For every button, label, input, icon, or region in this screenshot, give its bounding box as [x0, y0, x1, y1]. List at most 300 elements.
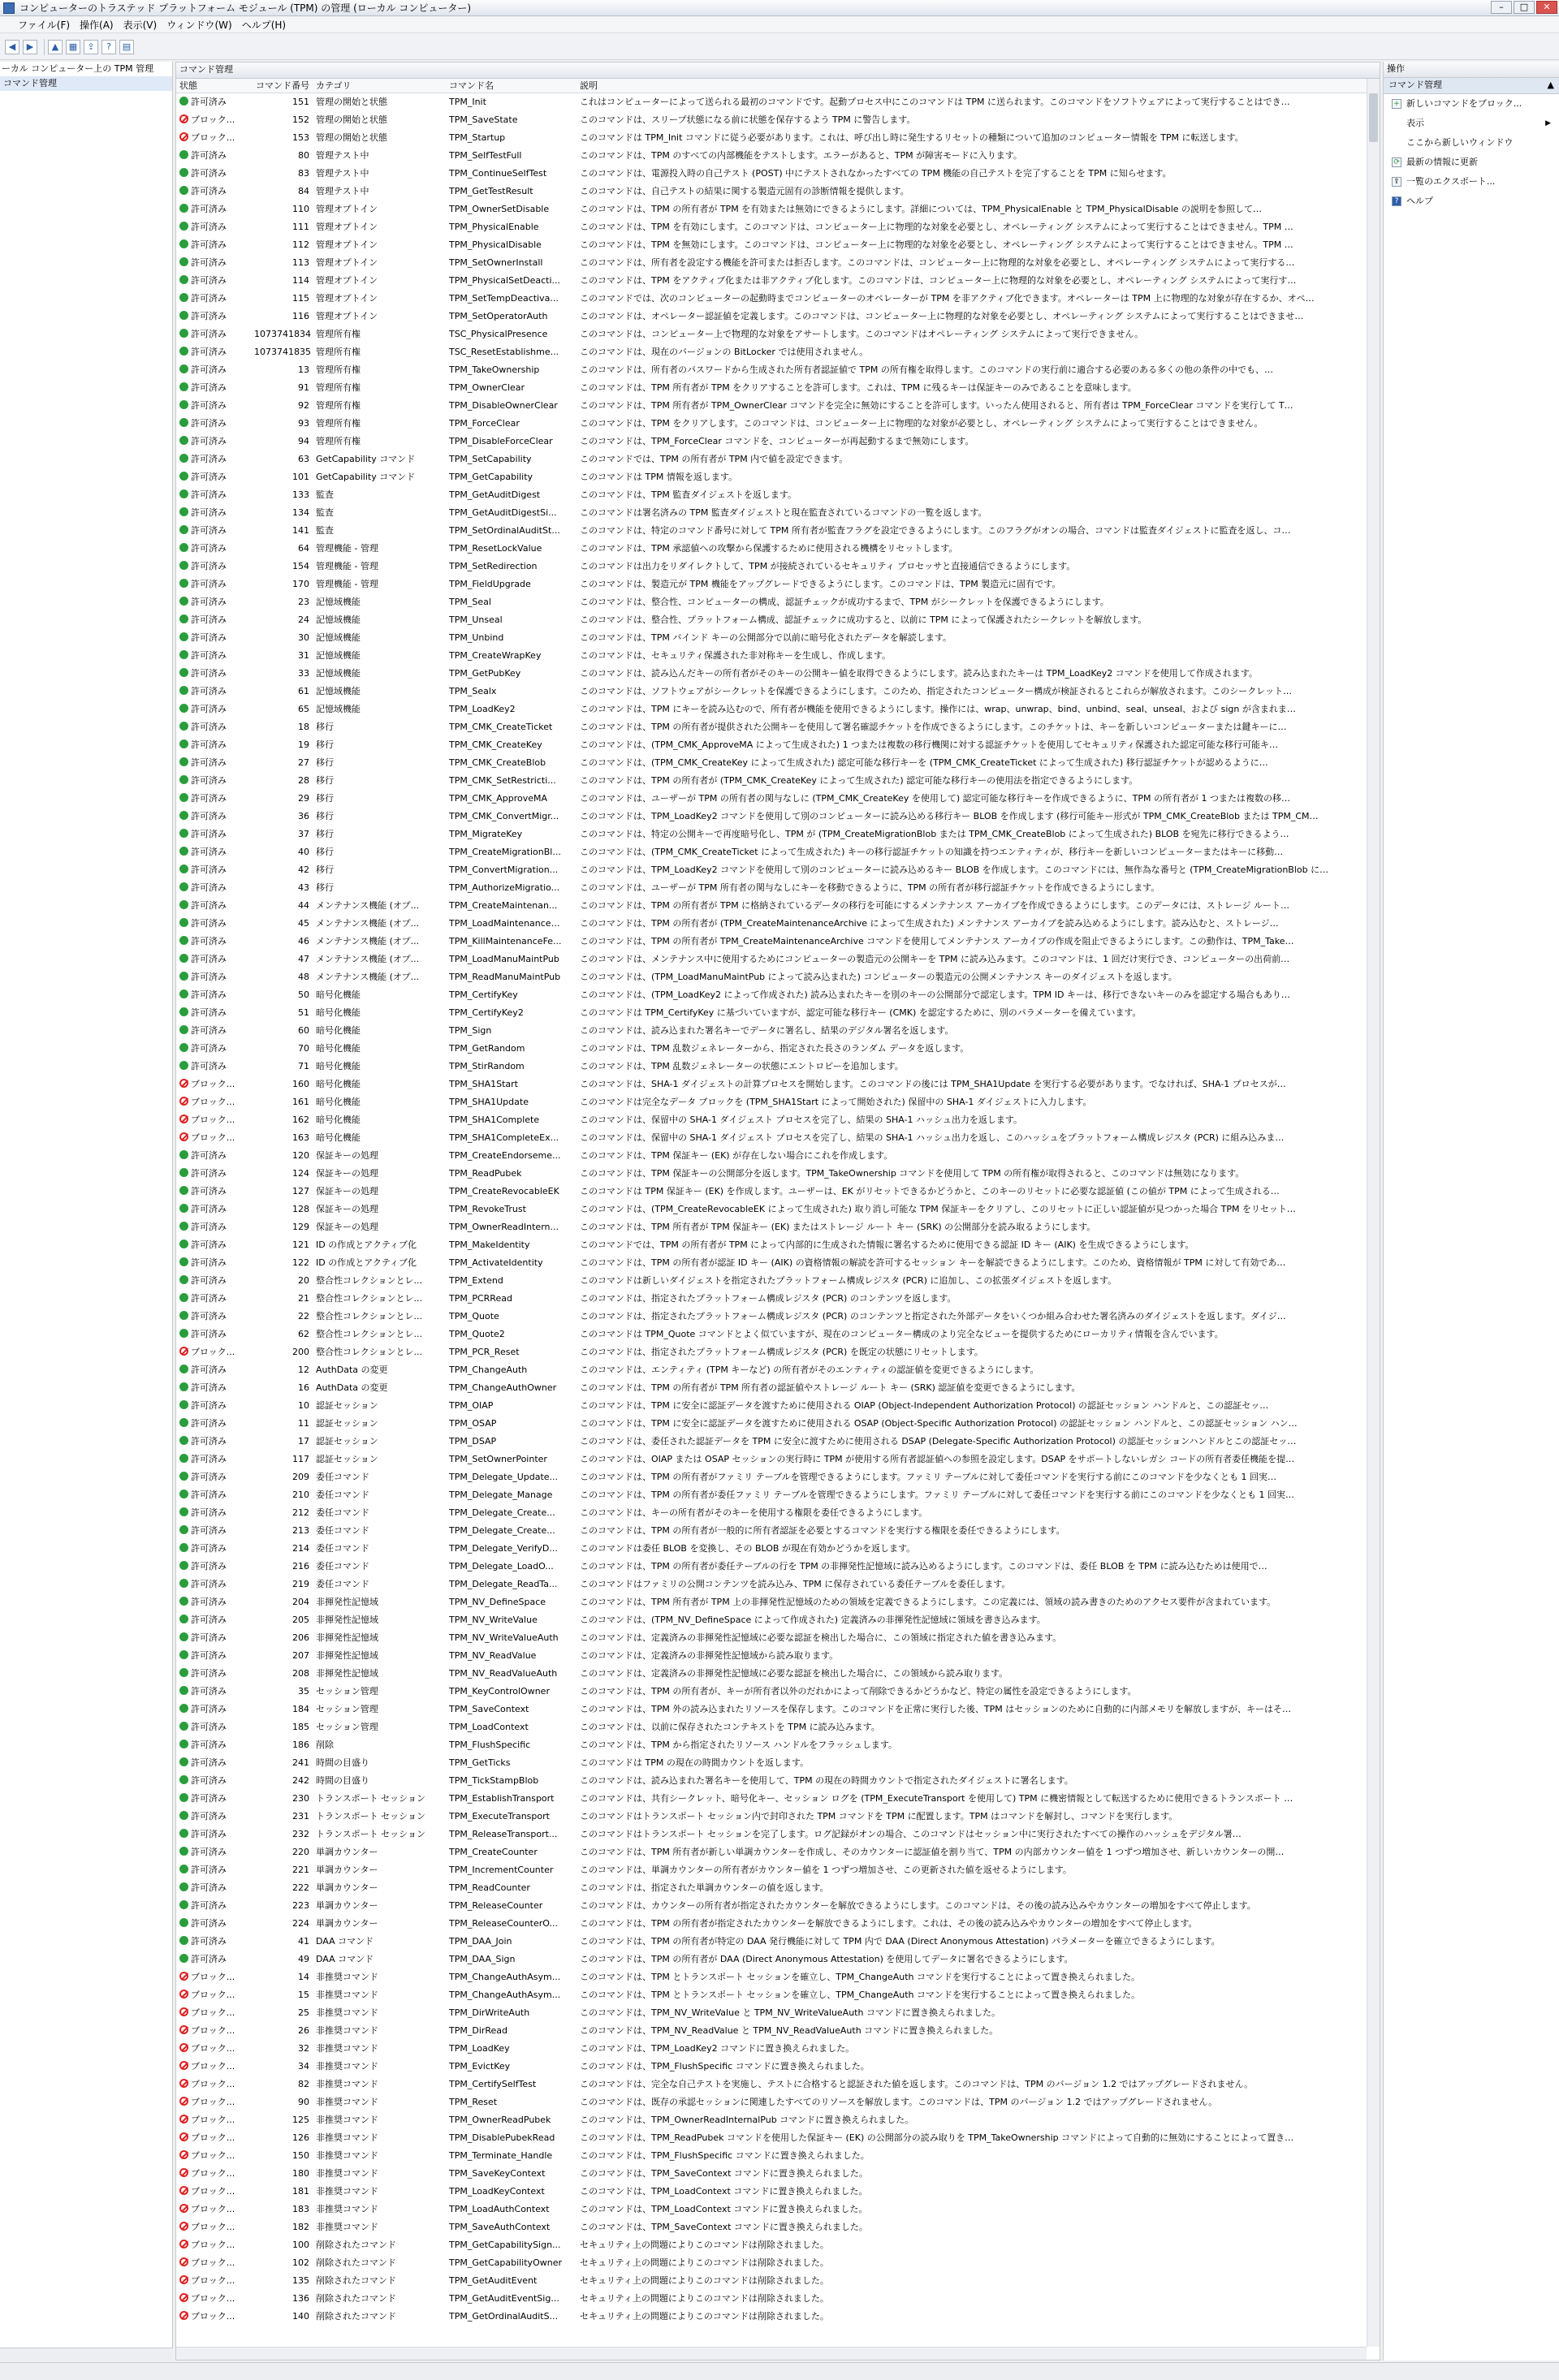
- table-row[interactable]: [176, 1183, 1380, 1201]
- blocked-icon: [179, 132, 188, 141]
- cell-ordinal: 128: [292, 1204, 309, 1214]
- cell-status: [176, 826, 254, 843]
- table-row[interactable]: [176, 933, 1380, 951]
- cell-status: [176, 2147, 254, 2165]
- table-row[interactable]: [176, 1629, 1380, 1647]
- table-row[interactable]: [176, 1022, 1380, 1040]
- status-text: 許可済み: [191, 1329, 227, 1339]
- allowed-check-icon: [179, 793, 188, 802]
- table-row[interactable]: [176, 2290, 1380, 2308]
- cell-ordinal: 64: [298, 543, 309, 554]
- cell-command-name: TPM_CMK_CreateTicket: [449, 722, 553, 732]
- status-text: ブロック...: [191, 2007, 235, 2018]
- table-row[interactable]: [176, 1129, 1380, 1147]
- table-row[interactable]: [176, 2254, 1380, 2272]
- cell-command-name: TPM_DAA_Join: [449, 1936, 512, 1947]
- status-text: 許可済み: [191, 1686, 227, 1697]
- cell-command-name: TPM_Delegate_Update...: [449, 1472, 559, 1482]
- cell-command-name: TPM_SHA1Complete: [449, 1115, 540, 1125]
- table-row[interactable]: [176, 790, 1380, 808]
- status-text: 許可済み: [191, 168, 227, 179]
- table-row[interactable]: [176, 1558, 1380, 1576]
- cell-status: [176, 736, 254, 754]
- table-row[interactable]: [176, 826, 1380, 843]
- table-row[interactable]: [176, 968, 1380, 986]
- table-row[interactable]: [176, 2183, 1380, 2201]
- cell-ordinal: 184: [292, 1704, 309, 1714]
- table-row[interactable]: [176, 290, 1380, 308]
- menu-help[interactable]: ヘルプ(H): [241, 19, 287, 31]
- table-row[interactable]: [176, 326, 1380, 343]
- table-row[interactable]: [176, 1933, 1380, 1951]
- cell-ordinal: 91: [298, 382, 309, 393]
- table-row[interactable]: [176, 1218, 1380, 1236]
- table-row[interactable]: [176, 2076, 1380, 2093]
- scrollbar-thumb[interactable]: [1369, 93, 1378, 142]
- export-list-icon[interactable]: ⇪: [84, 40, 98, 54]
- cell-description: このコマンドは TPM_CertifyKey に基づいていますが、認定可能な移行キー (CMK) を認定するために、別のパラメーターを備えています。: [580, 1007, 1142, 1018]
- allowed-check-icon: [179, 1329, 188, 1338]
- allowed-check-icon: [179, 1543, 188, 1552]
- table-row[interactable]: [176, 558, 1380, 576]
- table-row[interactable]: [176, 593, 1380, 611]
- allowed-check-icon: [179, 1597, 188, 1606]
- status-text: 許可済み: [191, 954, 227, 964]
- cell-category: 記憶域機能: [316, 632, 361, 643]
- cell-description: セキュリティ上の問題によりこのコマンドは削除されました。: [580, 2311, 829, 2322]
- column-category[interactable]: カテゴリ: [316, 80, 352, 91]
- cell-category: 整合性コレクションとレ...: [316, 1293, 423, 1304]
- maximize-button[interactable]: □: [1514, 1, 1535, 14]
- cell-ordinal: 220: [292, 1847, 309, 1857]
- cell-ordinal: 40: [298, 847, 309, 857]
- table-row[interactable]: [176, 1861, 1380, 1879]
- table-row[interactable]: [176, 1397, 1380, 1415]
- table-row[interactable]: [176, 1451, 1380, 1468]
- table-row[interactable]: [176, 540, 1380, 558]
- table-row[interactable]: [176, 2201, 1380, 2218]
- table-row[interactable]: [176, 1236, 1380, 1254]
- table-row[interactable]: [176, 915, 1380, 933]
- table-row[interactable]: [176, 254, 1380, 272]
- cell-category: 削除されたコマンド: [316, 2240, 396, 2250]
- help-icon: ?: [1392, 196, 1401, 206]
- table-row[interactable]: [176, 2111, 1380, 2129]
- cell-category: 非推奨コマンド: [316, 2007, 378, 2018]
- table-row[interactable]: [176, 1343, 1380, 1361]
- status-text: ブロック...: [191, 1972, 235, 1982]
- table-row[interactable]: [176, 1736, 1380, 1754]
- status-text: 許可済み: [191, 1293, 227, 1304]
- cell-ordinal: 12: [298, 1365, 309, 1375]
- status-bar: [0, 2362, 1559, 2380]
- action-new-window[interactable]: [1384, 133, 1559, 153]
- table-row[interactable]: [176, 2236, 1380, 2254]
- status-text: 許可済み: [191, 1847, 227, 1857]
- cell-description: このコマンドは TPM_Init コマンドに従う必要があります。これは、呼び出し時に発生するリセットの種類について追加のコンピューター情報を TPM に転送します。: [580, 132, 1244, 143]
- cell-category: 暗号化機能: [316, 1007, 361, 1018]
- table-row[interactable]: [176, 200, 1380, 218]
- table-row[interactable]: [176, 361, 1380, 379]
- back-arrow-icon[interactable]: ◀: [5, 40, 19, 54]
- cell-category: 認証セッション: [316, 1436, 378, 1447]
- cell-status: [176, 1736, 254, 1754]
- table-row[interactable]: [176, 701, 1380, 718]
- cell-ordinal: 82: [298, 2079, 309, 2089]
- table-row[interactable]: [176, 1076, 1380, 1093]
- action-help[interactable]: [1384, 192, 1559, 211]
- table-row[interactable]: [176, 1486, 1380, 1504]
- cell-category: トランスポート セッション: [316, 1829, 425, 1839]
- allowed-check-icon: [179, 900, 188, 909]
- table-row[interactable]: [176, 451, 1380, 468]
- table-row[interactable]: [176, 808, 1380, 826]
- table-row[interactable]: [176, 772, 1380, 790]
- minimize-button[interactable]: –: [1491, 1, 1512, 14]
- table-row[interactable]: [176, 879, 1380, 897]
- table-row[interactable]: [176, 736, 1380, 754]
- table-row[interactable]: [176, 486, 1380, 504]
- cell-command-name: TPM_DisablePubekRead: [449, 2132, 555, 2143]
- cell-ordinal: 200: [292, 1347, 309, 1357]
- cell-description: このコマンドは、(TPM_CMK_CreateKey によって生成された) 認定可能な移行キーを (TPM_CMK_CreateTicket によって生成された) 移行認証チケットが認めるように…: [580, 757, 1268, 768]
- table-row[interactable]: [176, 1361, 1380, 1379]
- table-row[interactable]: [176, 1879, 1380, 1897]
- table-row[interactable]: [176, 2272, 1380, 2290]
- table-row[interactable]: [176, 308, 1380, 326]
- table-row[interactable]: [176, 1272, 1380, 1290]
- table-row[interactable]: [176, 665, 1380, 683]
- help-icon[interactable]: ?: [101, 40, 116, 54]
- show-tree-icon[interactable]: ▦: [66, 40, 80, 54]
- cell-status: [176, 1379, 254, 1397]
- table-row[interactable]: [176, 272, 1380, 290]
- table-row[interactable]: [176, 1843, 1380, 1861]
- close-button[interactable]: ✕: [1536, 1, 1557, 14]
- actions-section-header[interactable]: [1384, 78, 1559, 94]
- status-text: 許可済み: [191, 579, 227, 589]
- table-row[interactable]: [176, 1790, 1380, 1808]
- cell-command-name: TPM_GetAuditEventSig...: [449, 2293, 559, 2304]
- table-row[interactable]: [176, 1701, 1380, 1718]
- table-row[interactable]: [176, 2093, 1380, 2111]
- cell-status: [176, 1790, 254, 1808]
- table-row[interactable]: [176, 576, 1380, 593]
- status-text: 許可済み: [191, 882, 227, 893]
- blocked-icon: [179, 114, 188, 123]
- table-row[interactable]: [176, 1968, 1380, 1986]
- allowed-check-icon: [179, 204, 188, 213]
- cell-command-name: TPM_ActivateIdentity: [449, 1257, 543, 1268]
- cell-status: [176, 2040, 254, 2058]
- status-text: 許可済み: [191, 507, 227, 518]
- cell-category: 暗号化機能: [316, 1132, 361, 1143]
- cell-category: 移行: [316, 757, 334, 768]
- tree-item-command-management[interactable]: コマンド管理: [0, 76, 172, 91]
- cell-status: [176, 593, 254, 611]
- blocked-icon: [179, 2115, 188, 2123]
- cell-ordinal: 61: [298, 686, 309, 696]
- cell-ordinal: 125: [292, 2115, 309, 2125]
- table-row[interactable]: [176, 147, 1380, 165]
- allowed-check-icon: [179, 936, 188, 945]
- cell-description: このコマンドは、TPM の所有者が指定されたカウンターを解放できるようにします。これは、その後の読み込みやカウンターの増加をすべて停止します。: [580, 1918, 1198, 1929]
- menu-window[interactable]: ウィンドウ(W): [166, 19, 232, 31]
- table-row[interactable]: [176, 861, 1380, 879]
- blocked-icon: [179, 2007, 188, 2016]
- collapse-caret-icon[interactable]: ▲: [1547, 80, 1554, 90]
- table-row[interactable]: [176, 1718, 1380, 1736]
- status-text: ブロック...: [191, 2025, 235, 2036]
- cell-ordinal: 14: [298, 1972, 309, 1982]
- table-row[interactable]: [176, 2129, 1380, 2147]
- table-row[interactable]: [176, 1290, 1380, 1308]
- table-row[interactable]: [176, 183, 1380, 200]
- table-row[interactable]: [176, 1593, 1380, 1611]
- properties-icon[interactable]: ▤: [119, 40, 134, 54]
- table-row[interactable]: [176, 2058, 1380, 2076]
- action-refresh[interactable]: [1384, 153, 1559, 172]
- cell-status: [176, 504, 254, 522]
- table-row[interactable]: [176, 1915, 1380, 1933]
- cell-command-name: TPM_NV_ReadValue: [449, 1650, 537, 1661]
- table-row[interactable]: [176, 1683, 1380, 1701]
- table-row[interactable]: [176, 1165, 1380, 1183]
- table-row[interactable]: [176, 111, 1380, 129]
- table-row[interactable]: [176, 1986, 1380, 2004]
- menu-view[interactable]: 表示(V): [123, 19, 158, 31]
- table-row[interactable]: [176, 1522, 1380, 1540]
- cell-ordinal: 45: [298, 918, 309, 929]
- status-text: 許可済み: [191, 1829, 227, 1839]
- table-row[interactable]: [176, 415, 1380, 433]
- table-row[interactable]: [176, 1808, 1380, 1826]
- column-description[interactable]: 説明: [580, 80, 598, 91]
- cell-description: このコマンドは、TPM_LoadContext コマンドに置き換えられました。: [580, 2204, 868, 2214]
- table-row[interactable]: [176, 2165, 1380, 2183]
- cell-command-name: TPM_Delegate_Manage: [449, 1490, 553, 1500]
- table-row[interactable]: [176, 504, 1380, 522]
- table-row[interactable]: [176, 165, 1380, 183]
- menu-action[interactable]: 操作(A): [80, 19, 114, 31]
- status-text: 許可済み: [191, 543, 227, 554]
- table-row[interactable]: [176, 1826, 1380, 1843]
- table-row[interactable]: [176, 1576, 1380, 1593]
- table-row[interactable]: [176, 2308, 1380, 2326]
- cell-status: [176, 326, 254, 343]
- table-row[interactable]: [176, 1111, 1380, 1129]
- table-row[interactable]: [176, 1004, 1380, 1022]
- allowed-check-icon: [179, 1275, 188, 1284]
- status-text: 許可済み: [191, 1275, 227, 1286]
- table-row[interactable]: [176, 1093, 1380, 1111]
- cell-command-name: TPM_IncrementCounter: [449, 1865, 554, 1875]
- tree-horizontal-scrollbar[interactable]: [0, 2348, 173, 2361]
- cell-command-name: TPM_EstablishTransport: [449, 1793, 555, 1804]
- table-row[interactable]: [176, 379, 1380, 397]
- cell-ordinal: 212: [292, 1507, 309, 1518]
- cell-status: [176, 522, 254, 540]
- cell-description: このコマンドは、TPM_FlushSpecific コマンドに置き換えられました。: [580, 2150, 870, 2161]
- cell-category: 保証キーの処理: [316, 1150, 378, 1161]
- table-row[interactable]: [176, 754, 1380, 772]
- cell-ordinal: 160: [292, 1079, 309, 1089]
- cell-category: 管理機能 - 管理: [316, 579, 378, 589]
- column-command-name[interactable]: コマンド名: [449, 80, 494, 91]
- cell-command-name: TPM_LoadMaintenance…: [449, 918, 560, 929]
- allowed-check-icon: [179, 757, 188, 766]
- cell-category: ID の作成とアクティブ化: [316, 1240, 417, 1250]
- cell-status: [176, 1951, 254, 1968]
- status-text: 許可済み: [191, 257, 227, 268]
- action-block-new-command[interactable]: [1384, 94, 1559, 114]
- pane-header: コマンド管理: [176, 63, 1380, 79]
- table-row[interactable]: [176, 1647, 1380, 1665]
- cell-command-name: TPM_CreateMigrationBl...: [449, 847, 561, 857]
- cell-ordinal: 17: [298, 1436, 309, 1447]
- cell-ordinal: 42: [298, 864, 309, 875]
- allowed-check-icon: [179, 739, 188, 748]
- table-row[interactable]: [176, 1951, 1380, 1968]
- table-row[interactable]: [176, 397, 1380, 415]
- cell-description: このコマンドは、製造元が TPM 機能をアップグレードできるようにします。このコマンドは、TPM 製造元に固有です。: [580, 579, 1061, 589]
- table-row[interactable]: [176, 2147, 1380, 2165]
- table-row[interactable]: [176, 2022, 1380, 2040]
- allowed-check-icon: [179, 1240, 188, 1248]
- status-text: 許可済み: [191, 329, 227, 339]
- cell-description: このコマンドは、所有者のパスワードから生成された所有者認証値で TPM の所有権を取得します。このコマンドの実行前に適合する必要のある多くの他の条件の中でも、…: [580, 364, 1273, 375]
- cell-category: 暗号化機能: [316, 1043, 361, 1054]
- allowed-check-icon: [179, 543, 188, 552]
- cell-category: 管理所有権: [316, 364, 361, 375]
- table-row[interactable]: [176, 647, 1380, 665]
- up-folder-icon[interactable]: ▲: [48, 40, 63, 54]
- cell-status: [176, 218, 254, 236]
- cell-category: 移行: [316, 775, 334, 786]
- allowed-check-icon: [179, 1168, 188, 1177]
- table-row[interactable]: [176, 218, 1380, 236]
- table-row[interactable]: [176, 343, 1380, 361]
- table-row[interactable]: [176, 718, 1380, 736]
- column-ordinal[interactable]: コマンド番号: [256, 80, 309, 91]
- table-row[interactable]: [176, 1754, 1380, 1772]
- status-text: 許可済み: [191, 668, 227, 679]
- table-row[interactable]: [176, 2218, 1380, 2236]
- cell-command-name: TPM_KillMaintenanceFe...: [449, 936, 562, 946]
- tree-root-tpm-management[interactable]: ーカル コンピューター上の TPM 管理: [2, 63, 154, 74]
- cell-description: このコマンドは、TPM 乱数ジェネレーターから、指定された長さのランダム データを返します。: [580, 1043, 970, 1054]
- table-row[interactable]: [176, 1058, 1380, 1076]
- table-row[interactable]: [176, 1379, 1380, 1397]
- forward-arrow-icon[interactable]: ▶: [23, 40, 37, 54]
- cell-status: [176, 93, 254, 111]
- table-row[interactable]: [176, 897, 1380, 915]
- cell-status: [176, 397, 254, 415]
- table-row[interactable]: [176, 986, 1380, 1004]
- status-text: 許可済み: [191, 1579, 227, 1589]
- cell-command-name: TPM_Unseal: [449, 614, 503, 625]
- column-status[interactable]: 状態: [179, 80, 197, 91]
- status-text: ブロック...: [191, 2132, 235, 2143]
- cell-category: 委任コマンド: [316, 1490, 369, 1500]
- table-row[interactable]: [176, 2040, 1380, 2058]
- cell-ordinal: 48: [298, 972, 309, 982]
- cell-ordinal: 151: [292, 97, 309, 107]
- cell-description: このコマンドは、TPM の所有者が認証 ID キー (AIK) の資格情報の解読を許可するセッション キーを解読できるようにします。このため、資格情報が TPM に対して有効であ…: [580, 1257, 1286, 1268]
- cell-command-name: TSC_ResetEstablishme...: [449, 347, 559, 357]
- horizontal-scrollbar[interactable]: [176, 2347, 1367, 2360]
- allowed-check-icon: [179, 525, 188, 534]
- table-row[interactable]: [176, 683, 1380, 701]
- table-row[interactable]: [176, 951, 1380, 968]
- table-row[interactable]: [176, 1308, 1380, 1326]
- table-row[interactable]: [176, 129, 1380, 147]
- status-text: 許可済み: [191, 811, 227, 821]
- status-text: 許可済み: [191, 1311, 227, 1322]
- cell-status: [176, 1076, 254, 1093]
- cell-category: 非推奨コマンド: [316, 2079, 378, 2089]
- cell-command-name: TPM_SetRedirection: [449, 561, 538, 571]
- cell-category: 管理テスト中: [316, 186, 369, 196]
- table-row[interactable]: [176, 1147, 1380, 1165]
- table-row[interactable]: [176, 1665, 1380, 1683]
- table-row[interactable]: [176, 843, 1380, 861]
- table-row[interactable]: [176, 93, 1380, 111]
- cell-ordinal: 154: [292, 561, 309, 571]
- table-row[interactable]: [176, 1897, 1380, 1915]
- table-row[interactable]: [176, 1468, 1380, 1486]
- action-export-list[interactable]: [1384, 172, 1559, 192]
- cell-status: [176, 2290, 254, 2308]
- cell-status: [176, 1593, 254, 1611]
- cell-category: 削除されたコマンド: [316, 2311, 396, 2322]
- table-row[interactable]: [176, 522, 1380, 540]
- table-row[interactable]: [176, 2004, 1380, 2022]
- status-text: 許可済み: [191, 311, 227, 321]
- table-row[interactable]: [176, 236, 1380, 254]
- table-row[interactable]: [176, 1772, 1380, 1790]
- cell-category: セッション管理: [316, 1686, 378, 1697]
- table-row[interactable]: [176, 1540, 1380, 1558]
- cell-command-name: TPM_OIAP: [449, 1400, 494, 1411]
- cell-category: 管理所有権: [316, 382, 361, 393]
- table-row[interactable]: [176, 1611, 1380, 1629]
- cell-command-name: TPM_ChangeAuthAsym...: [449, 1990, 561, 2000]
- table-row[interactable]: [176, 1504, 1380, 1522]
- cell-status: [176, 1683, 254, 1701]
- status-text: 許可済み: [191, 454, 227, 464]
- table-row[interactable]: [176, 629, 1380, 647]
- action-view[interactable]: [1384, 114, 1559, 133]
- table-row[interactable]: [176, 1415, 1380, 1433]
- vertical-scrollbar[interactable]: [1367, 79, 1380, 2347]
- table-row[interactable]: [176, 1254, 1380, 1272]
- table-row[interactable]: [176, 1326, 1380, 1343]
- cell-status: [176, 2093, 254, 2111]
- status-text: 許可済み: [191, 1954, 227, 1964]
- menu-file[interactable]: ファイル(F): [18, 19, 71, 31]
- table-row[interactable]: [176, 611, 1380, 629]
- cell-ordinal: 152: [292, 114, 309, 125]
- table-row[interactable]: [176, 433, 1380, 451]
- table-row[interactable]: [176, 1201, 1380, 1218]
- allowed-check-icon: [179, 1757, 188, 1766]
- table-row[interactable]: [176, 1040, 1380, 1058]
- table-row[interactable]: [176, 1433, 1380, 1451]
- cell-description: このコマンドは、ユーザーが TPM の所有者の関与なしに (TPM_CMK_CreateKey を使用して) 認定可能な移行キーを作成できるように、TPM の所有者が 1 つまたは複数の移…: [580, 793, 1290, 804]
- table-row[interactable]: [176, 468, 1380, 486]
- cell-command-name: TPM_SetTempDeactiva...: [449, 293, 559, 304]
